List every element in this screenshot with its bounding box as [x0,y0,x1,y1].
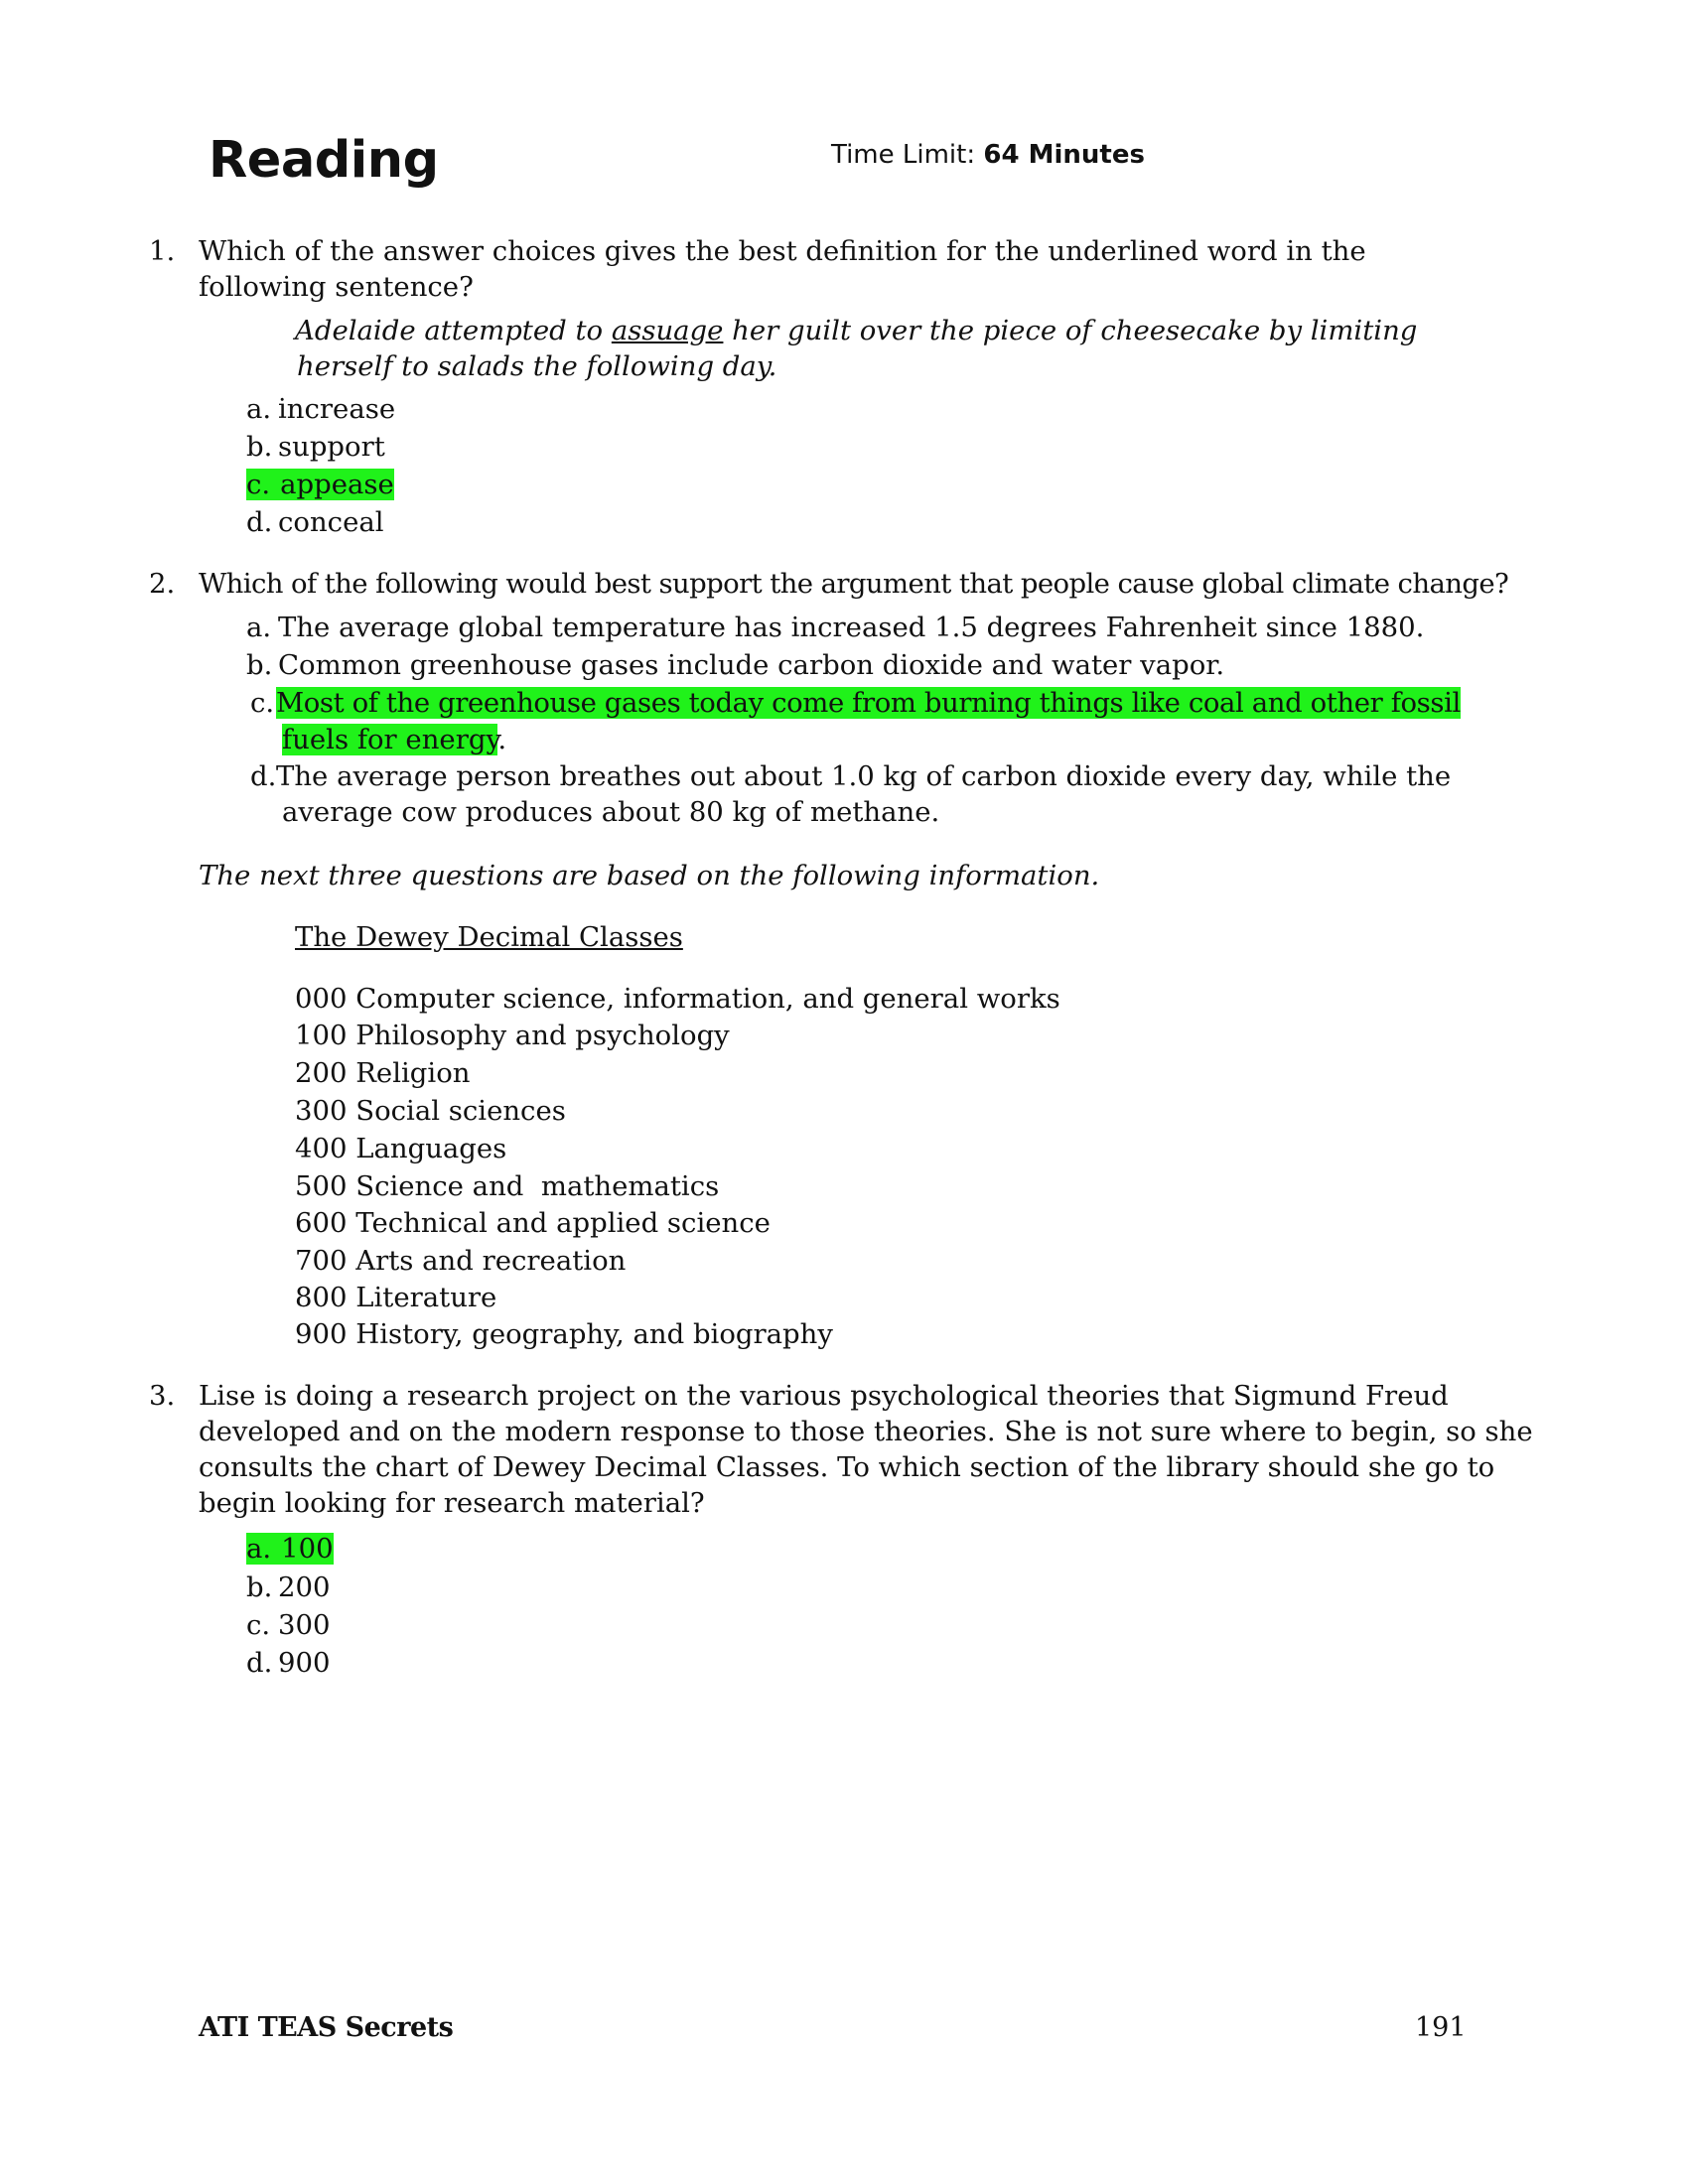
q1-quote-post: her guilt over the piece of cheesecake by limiting [723,315,1418,346]
q3-option-a-highlighted [246,1531,334,1568]
q3-option-b-letter: b. [246,1571,273,1603]
q1-option-a: increase [278,393,396,425]
q1-option-c-letter: c. [246,469,271,500]
q3-stem-line1: Lise is doing a research project on the various psychological theories that Sigmund Freud [199,1380,1449,1412]
q1-quote-line2: herself to salads the following day. [297,350,777,382]
q1-quote-pre: Adelaide attempted to [295,315,612,346]
q3-number: 3. [149,1380,176,1412]
time-limit-label: Time Limit: [831,140,976,170]
q2-option-d-line1: The average person breathes out about 1.0 kg of carbon dioxide every day, while the [276,760,1452,792]
q3-stem-line4: begin looking for research material? [199,1487,705,1519]
q2-option-b-letter: b. [246,649,273,681]
q2-option-c-line1 [276,685,1461,722]
q1-option-d: conceal [278,506,384,538]
passage-intro: The next three questions are based on the following information. [199,860,1100,891]
dewey-class-300: 300 Social sciences [295,1095,566,1127]
q1-option-d-letter: d. [246,506,273,538]
q2-number: 2. [149,568,176,600]
q2-option-c-text-line2: fuels for energy [282,724,498,755]
q3-option-d-letter: d. [246,1647,273,1679]
dewey-class-200: 200 Religion [295,1057,471,1089]
q2-option-d-line2: average cow produces about 80 kg of methane. [282,796,940,828]
dewey-class-500: 500 Science and mathematics [295,1170,720,1202]
q2-option-a: The average global temperature has increased 1.5 degrees Fahrenheit since 1880. [278,612,1425,643]
q1-option-b-letter: b. [246,431,273,463]
q3-stem-line3: consults the chart of Dewey Decimal Classes. To which section of the library should she go to [199,1451,1495,1483]
q1-option-b: support [278,431,385,463]
q1-quote-line1 [295,313,1417,349]
q3-option-d: 900 [278,1647,331,1679]
page-number: 191 [1415,2012,1467,2043]
q2-option-d-letter: d. [250,760,277,792]
q1-stem-line2: following sentence? [199,271,474,303]
dewey-class-600: 600 Technical and applied science [295,1207,771,1239]
q1-option-c-highlighted [246,467,394,503]
q2-option-c-text-line1: Most of the greenhouse gases today come from burning things like coal and other fossil [276,687,1461,719]
q1-stem-line1: Which of the answer choices gives the best definition for the underlined word in the [199,235,1366,267]
q3-option-b: 200 [278,1571,331,1603]
q2-option-a-letter: a. [246,612,272,643]
dewey-heading: The Dewey Decimal Classes [295,921,683,953]
dewey-class-400: 400 Languages [295,1133,507,1164]
dewey-class-800: 800 Literature [295,1282,497,1313]
q1-underlined-word: assuage [611,315,724,346]
dewey-class-900: 900 History, geography, and biography [295,1318,833,1350]
q3-stem-line2: developed and on the modern response to those theories. She is not sure where to begin, so she [199,1416,1533,1447]
q2-option-c-letter: c. [250,687,275,719]
dewey-class-000: 000 Computer science, information, and general works [295,983,1060,1015]
footer-book-title: ATI TEAS Secrets [199,2012,454,2043]
q1-option-c: appease [270,469,394,500]
q2-option-c-line2 [282,722,506,758]
q3-option-c: 300 [278,1609,331,1641]
q3-option-a: 100 [271,1533,334,1565]
dewey-class-100: 100 Philosophy and psychology [295,1020,730,1051]
q3-option-a-letter: a. [246,1533,272,1565]
page-title: Reading [209,131,439,190]
time-limit [831,140,1145,170]
q1-option-a-letter: a. [246,393,272,425]
dewey-class-700: 700 Arts and recreation [295,1245,627,1277]
q2-stem: Which of the following would best support the argument that people cause global climate change? [199,568,1509,600]
q1-number: 1. [149,235,176,267]
time-limit-value: 64 Minutes [983,140,1145,170]
q2-option-b: Common greenhouse gases include carbon dioxide and water vapor. [278,649,1225,681]
q2-option-c-period: . [497,724,507,755]
q3-option-c-letter: c. [246,1609,271,1641]
